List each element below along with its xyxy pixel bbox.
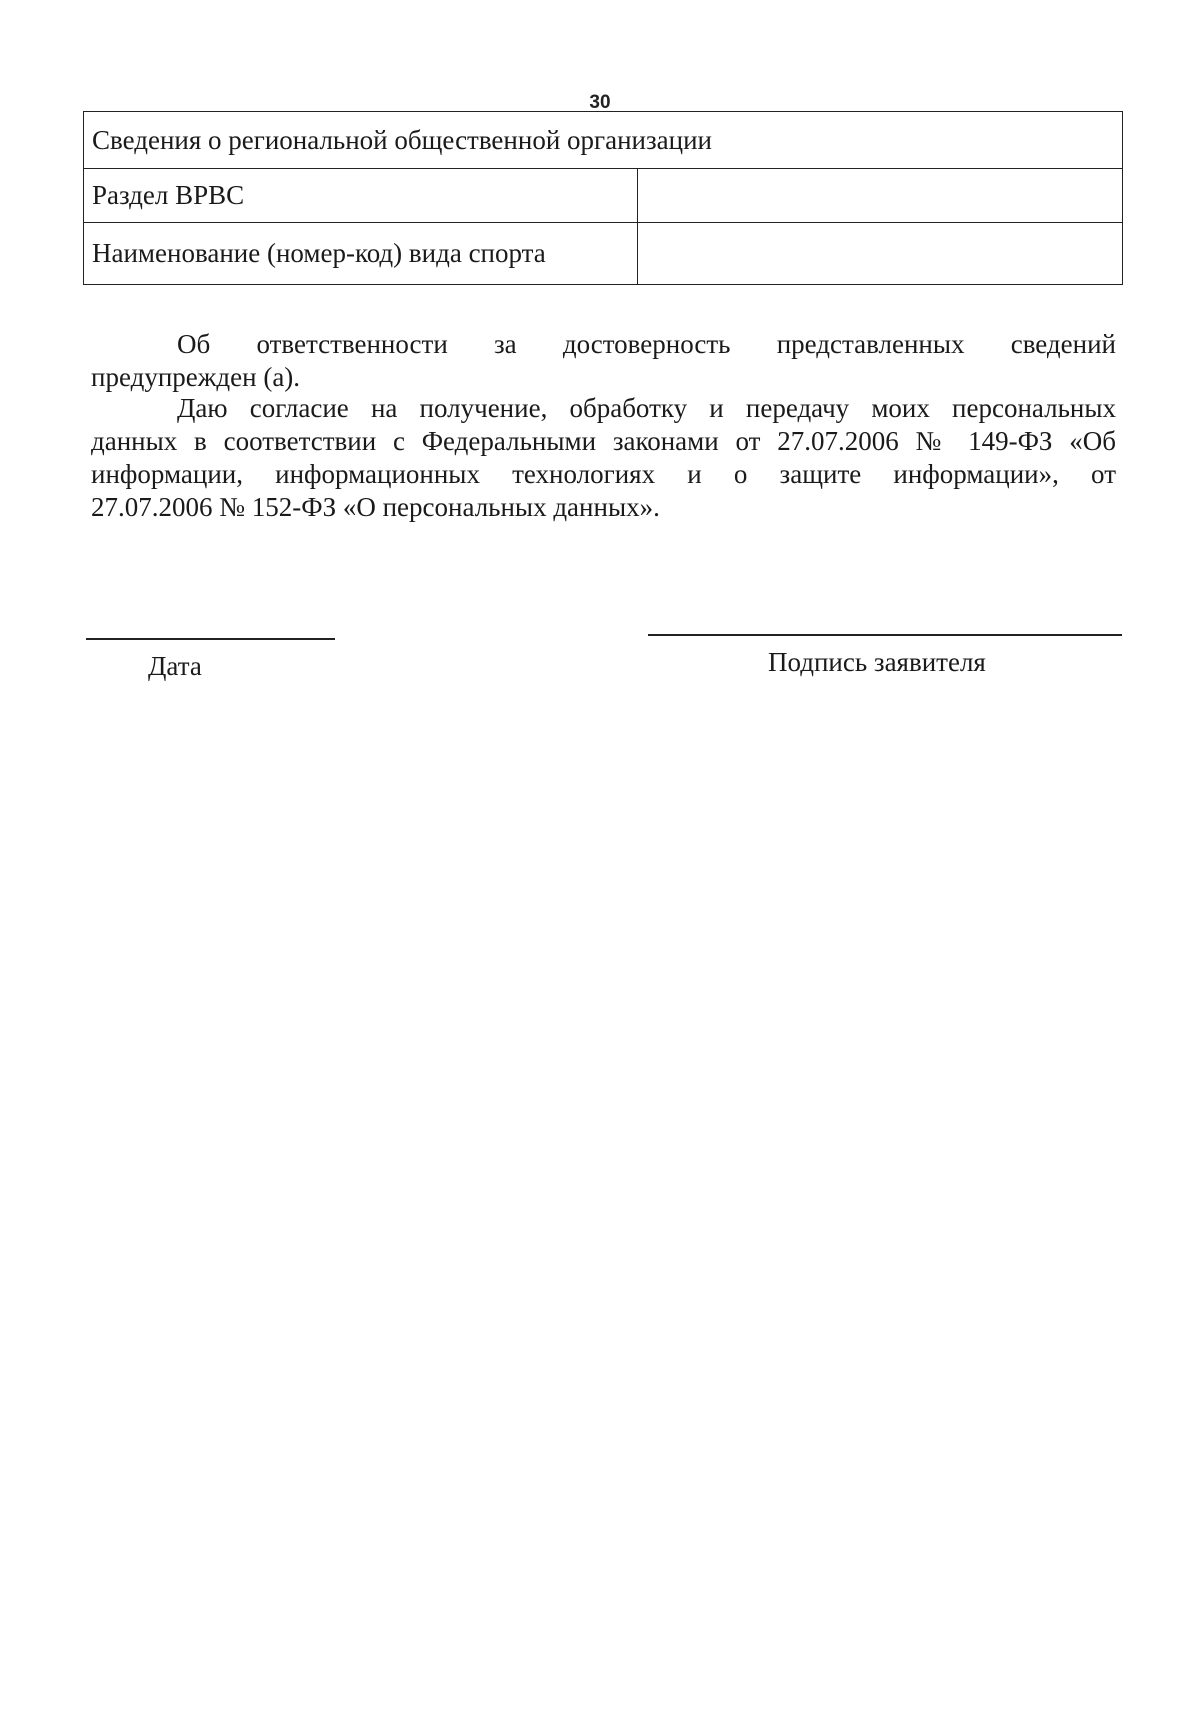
responsibility-paragraph xyxy=(91,328,1116,394)
paragraph-line: данных в соответствии с Федеральными законами от 27.07.2006 № 149-ФЗ «Об xyxy=(91,426,1116,456)
date-blank-line[interactable] xyxy=(86,638,335,640)
signature-blank-line[interactable] xyxy=(648,634,1122,636)
consent-paragraph xyxy=(91,392,1116,524)
page-number: 30 xyxy=(589,92,611,113)
table-header-cell: Сведения о региональной общественной организации xyxy=(84,112,1123,169)
table-row xyxy=(84,169,1123,222)
paragraph-line: Даю согласие на получение, обработку и передачу моих персональных xyxy=(177,393,1116,423)
paragraph-line: предупрежден (а). xyxy=(91,362,301,392)
paragraph-line: Об ответственности за достоверность представленных сведений xyxy=(177,329,1116,359)
section-value-field[interactable] xyxy=(638,169,1123,222)
paragraph-line: 27.07.2006 № 152-ФЗ «О персональных данных». xyxy=(91,492,660,522)
organization-info-table xyxy=(83,111,1123,285)
section-label-cell: Раздел ВРВС xyxy=(84,169,638,222)
table-header-row xyxy=(84,112,1123,169)
table-row xyxy=(84,222,1123,284)
date-label: Дата xyxy=(148,651,202,681)
sport-name-label-cell: Наименование (номер-код) вида спорта xyxy=(84,222,638,284)
sport-name-value-field[interactable] xyxy=(638,222,1123,284)
paragraph-line: информации, информационных технологиях и о защите информации», от xyxy=(91,459,1116,489)
signature-label: Подпись заявителя xyxy=(768,647,986,677)
